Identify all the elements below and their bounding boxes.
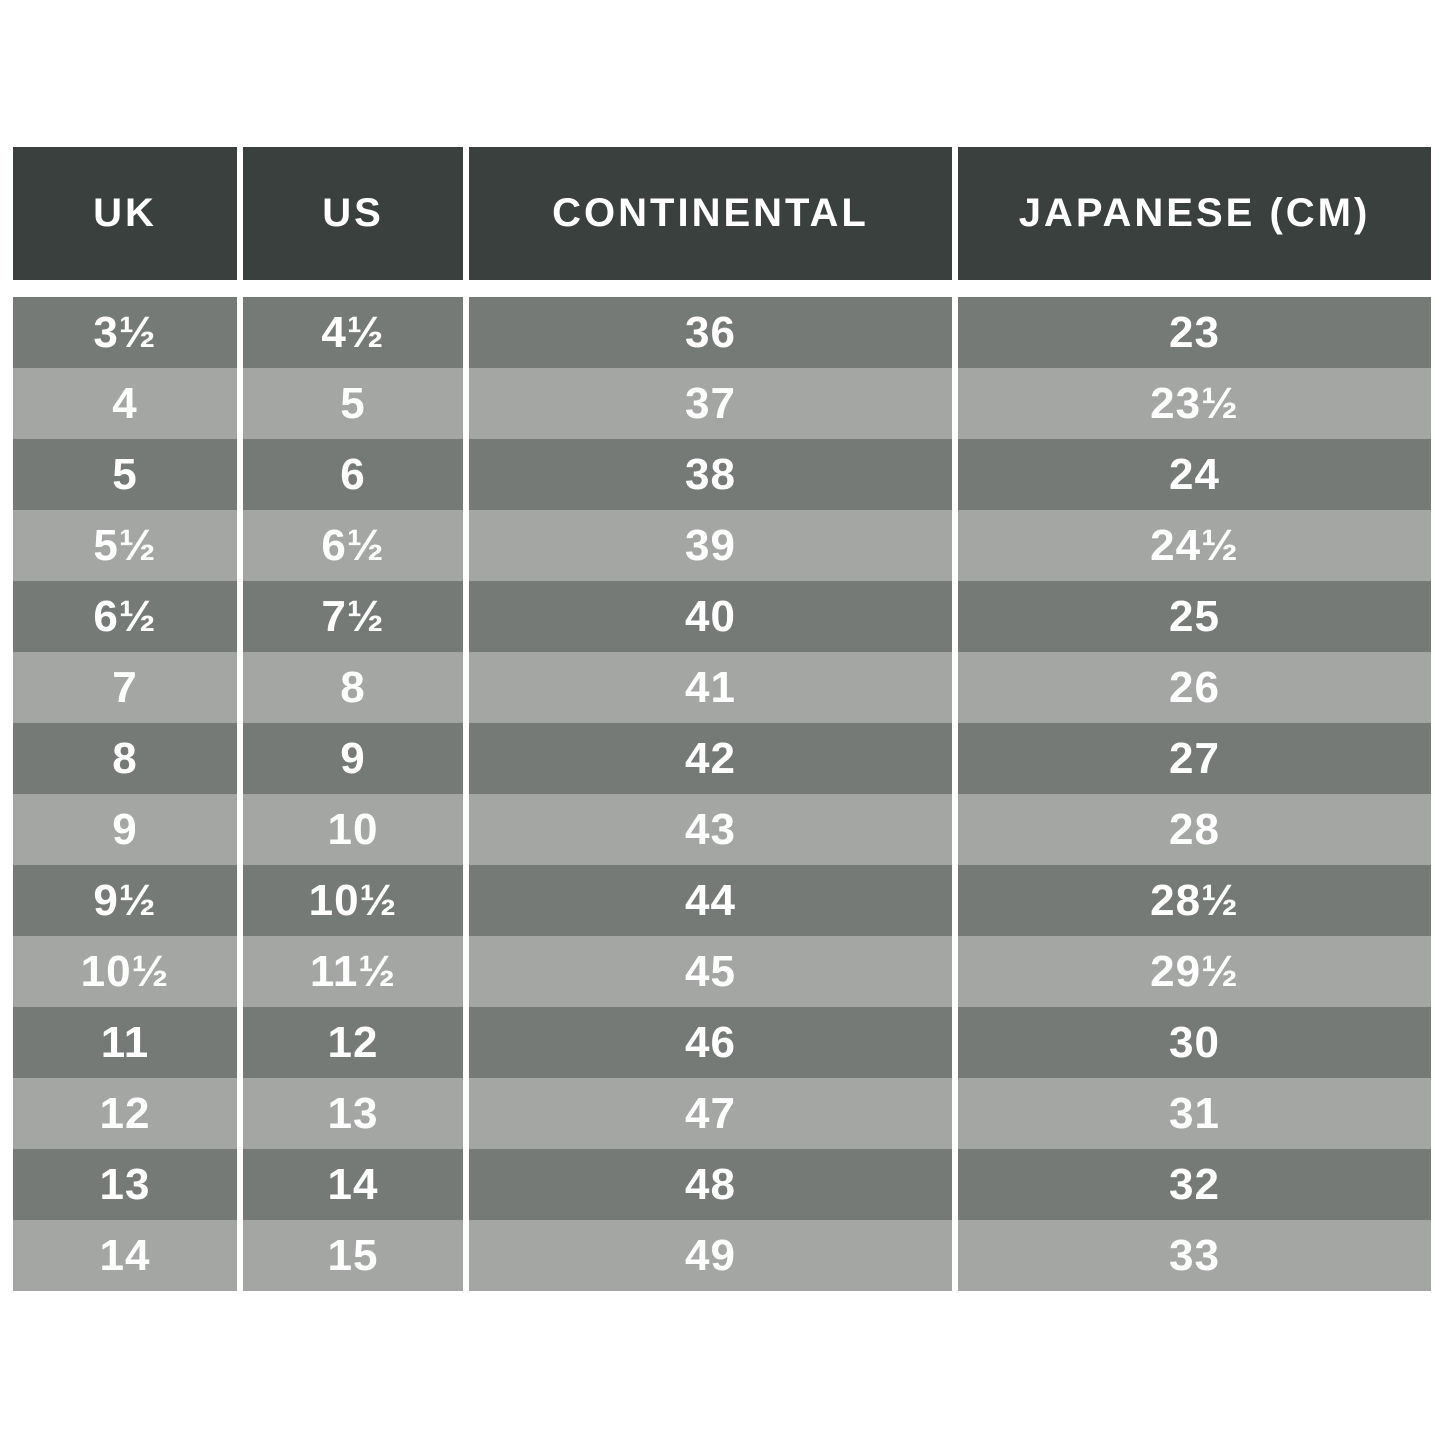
cell-uk: 5 (13, 439, 237, 510)
cell-us: 7½ (243, 581, 463, 652)
cell-uk: 12 (13, 1078, 237, 1149)
cell-japanese: 29½ (958, 936, 1431, 1007)
cell-uk: 5½ (13, 510, 237, 581)
table-header-row (13, 147, 1431, 280)
cell-japanese: 30 (958, 1007, 1431, 1078)
cell-uk: 13 (13, 1149, 237, 1220)
cell-continental: 39 (469, 510, 952, 581)
cell-japanese: 27 (958, 723, 1431, 794)
cell-japanese: 25 (958, 581, 1431, 652)
cell-japanese: 23½ (958, 368, 1431, 439)
cell-us: 11½ (243, 936, 463, 1007)
cell-japanese: 31 (958, 1078, 1431, 1149)
table-body (13, 297, 1431, 1291)
cell-japanese: 33 (958, 1220, 1431, 1291)
cell-us: 13 (243, 1078, 463, 1149)
cell-continental: 44 (469, 865, 952, 936)
cell-continental: 49 (469, 1220, 952, 1291)
cell-continental: 47 (469, 1078, 952, 1149)
cell-us: 10½ (243, 865, 463, 936)
column-header-continental: CONTINENTAL (469, 147, 952, 280)
cell-continental: 36 (469, 297, 952, 368)
cell-continental: 45 (469, 936, 952, 1007)
cell-continental: 41 (469, 652, 952, 723)
cell-us: 8 (243, 652, 463, 723)
cell-uk: 10½ (13, 936, 237, 1007)
cell-continental: 42 (469, 723, 952, 794)
cell-us: 4½ (243, 297, 463, 368)
cell-us: 5 (243, 368, 463, 439)
cell-uk: 9½ (13, 865, 237, 936)
cell-us: 6½ (243, 510, 463, 581)
cell-uk: 6½ (13, 581, 237, 652)
cell-continental: 46 (469, 1007, 952, 1078)
cell-us: 6 (243, 439, 463, 510)
cell-us: 15 (243, 1220, 463, 1291)
cell-uk: 11 (13, 1007, 237, 1078)
cell-japanese: 26 (958, 652, 1431, 723)
cell-uk: 9 (13, 794, 237, 865)
size-conversion-table (13, 147, 1431, 1291)
cell-us: 12 (243, 1007, 463, 1078)
cell-continental: 48 (469, 1149, 952, 1220)
cell-uk: 7 (13, 652, 237, 723)
cell-uk: 4 (13, 368, 237, 439)
cell-continental: 43 (469, 794, 952, 865)
cell-continental: 37 (469, 368, 952, 439)
cell-uk: 8 (13, 723, 237, 794)
cell-japanese: 24 (958, 439, 1431, 510)
cell-uk: 14 (13, 1220, 237, 1291)
cell-us: 9 (243, 723, 463, 794)
cell-japanese: 28 (958, 794, 1431, 865)
cell-japanese: 24½ (958, 510, 1431, 581)
cell-continental: 38 (469, 439, 952, 510)
cell-japanese: 23 (958, 297, 1431, 368)
cell-uk: 3½ (13, 297, 237, 368)
column-header-uk: UK (13, 147, 237, 280)
column-header-us: US (243, 147, 463, 280)
cell-japanese: 28½ (958, 865, 1431, 936)
cell-continental: 40 (469, 581, 952, 652)
cell-us: 10 (243, 794, 463, 865)
cell-us: 14 (243, 1149, 463, 1220)
column-header-japanese-cm: JAPANESE (CM) (958, 147, 1431, 280)
cell-japanese: 32 (958, 1149, 1431, 1220)
